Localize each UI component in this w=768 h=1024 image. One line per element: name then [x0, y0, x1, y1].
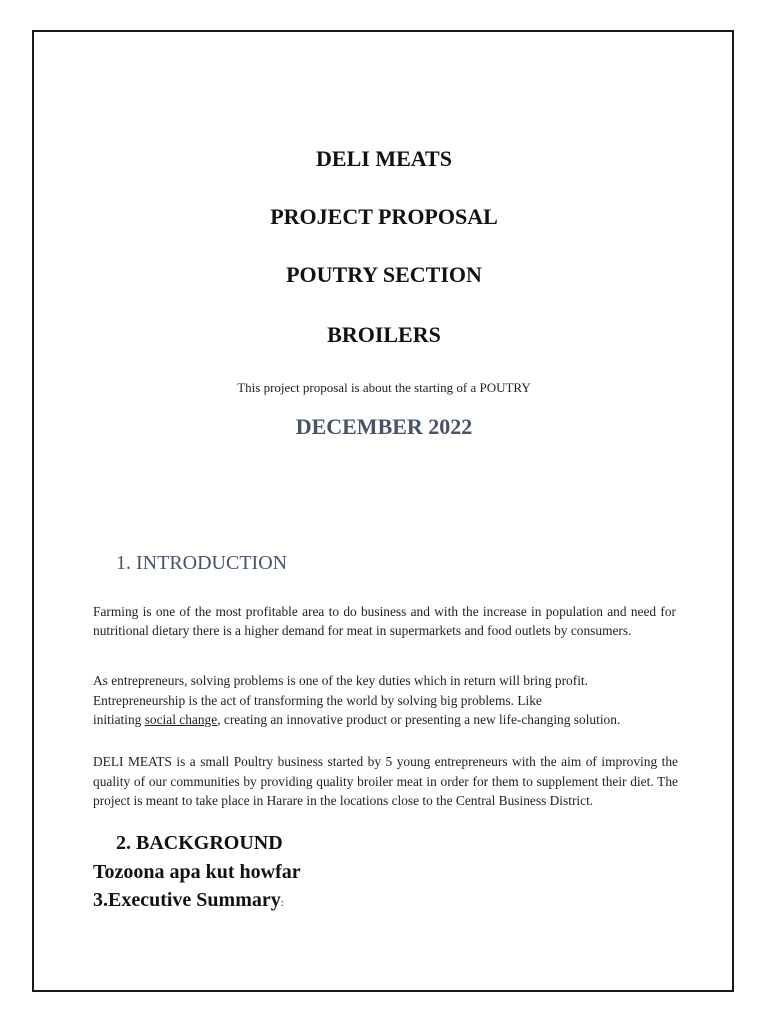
introduction-paragraph-1	[93, 603, 676, 640]
paragraph-2-line-1: As entrepreneurs, solving problems is one of the key duties which in return will bring profit.	[93, 673, 588, 688]
background-text: Tozoona apa kut howfar	[93, 861, 301, 883]
paragraph-2-prefix: initiating	[93, 712, 145, 727]
paragraph-2-line-2: Entrepreneurship is the act of transforming the world by solving big problems. Like	[93, 692, 542, 708]
executive-summary-colon: :	[280, 897, 284, 909]
executive-summary-heading	[93, 889, 284, 912]
introduction-paragraph-2	[93, 671, 676, 730]
company-title: DELI MEATS	[316, 146, 452, 171]
proposal-date: DECEMBER 2022	[295, 414, 473, 439]
introduction-heading: 1. INTRODUCTION	[116, 552, 288, 574]
introduction-paragraph-3	[93, 752, 678, 811]
introduction-paragraph-1-text: Farming is one of the most profitable area to do business and with the increase in population and need for nutritional dietary there is a higher demand for meat in supermarkets and food outlets by consumers.	[93, 604, 676, 638]
proposal-title: PROJECT PROPOSAL	[270, 204, 498, 229]
product-title: BROILERS	[327, 322, 441, 347]
introduction-paragraph-3-text: DELI MEATS is a small Poultry business started by 5 young entrepreneurs with the aim of improving the quality of our communities by providing quality broiler meat in order for them to supplement their diet. The project is meant to take place in Harare in the locations close to the Central Business District.	[93, 754, 678, 808]
background-heading: 2. BACKGROUND	[116, 832, 283, 854]
proposal-description: This project proposal is about the starting of a POUTRY	[237, 380, 531, 395]
executive-summary-label: 3.Executive Summary	[93, 889, 281, 911]
section-title: POUTRY SECTION	[286, 262, 482, 287]
paragraph-2-suffix: , creating an innovative product or presenting a new life-changing solution.	[217, 712, 621, 727]
social-change-link[interactable]: social change	[144, 712, 218, 727]
